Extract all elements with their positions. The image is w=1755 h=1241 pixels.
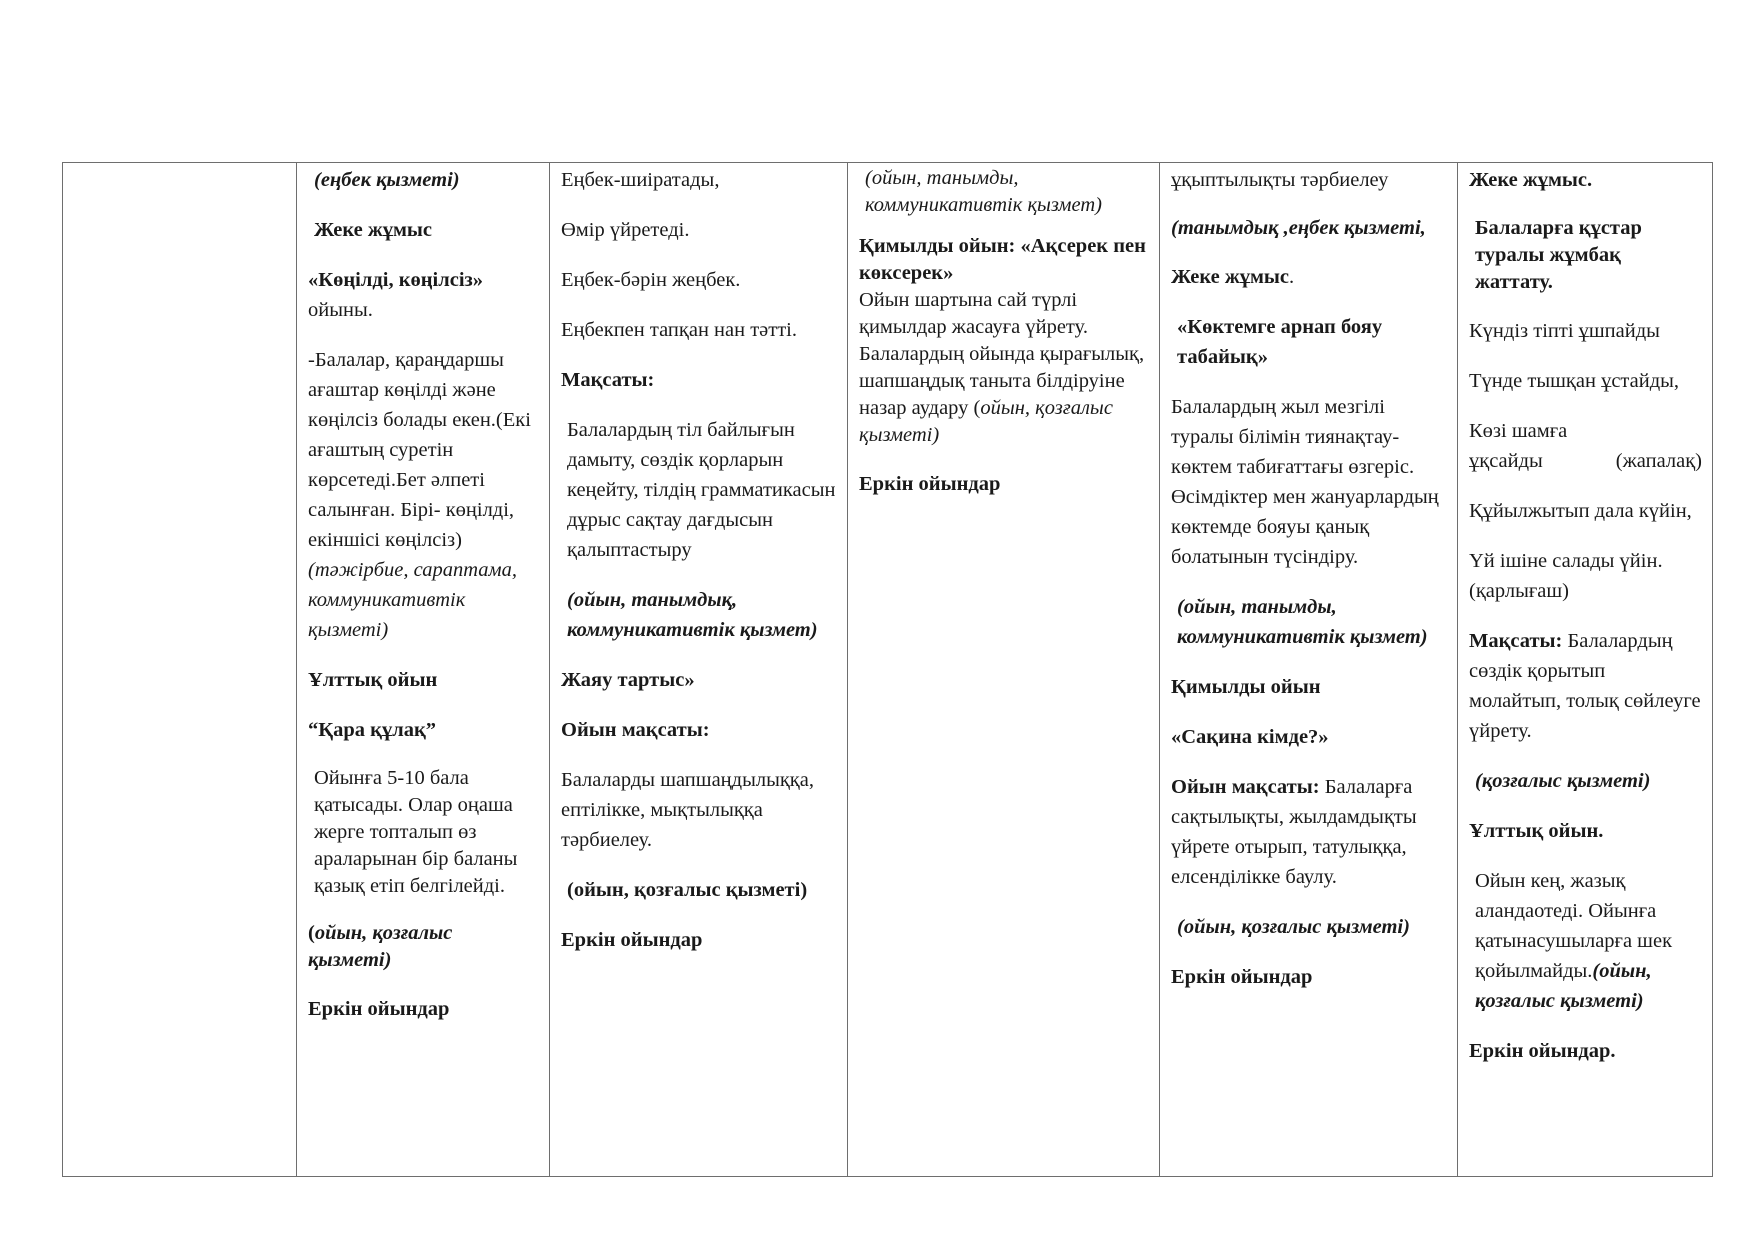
free-games-heading: Еркін ойындар	[308, 998, 450, 1020]
riddle-line: Күндіз тіпті ұшпайды	[1469, 320, 1660, 342]
activity-type-note: ойын, қозғалыс қызметі)	[859, 397, 1113, 446]
heading-dot: .	[1289, 266, 1295, 288]
description-text: -Балалар, қараңдаршы ағаштар көңілді және көңілсіз болады екен.(Екі ағаштың суретін көрсетеді.Бет әлпеті салынған. Бірі- көңілді, екіншісі көңілсіз)	[308, 349, 531, 551]
section-heading: Жеке жұмыс	[1171, 266, 1290, 288]
description-text: Ойын шартына сай түрлі қимылдар жасауға үйрету. Балалардың ойында қырағылық, шапшаңдық таныта білдіруіне назар аудару (	[859, 289, 1145, 419]
goal-heading: Мақсаты:	[561, 369, 655, 391]
goal-text: Балалардың тіл байлығын дамыту, сөздік қорларын кеңейту, тілдің грамматикасын дұрыс сақтау дағдысын қалыптастыру	[567, 419, 836, 561]
riddle-line: Үй ішіне салады үйін. (қарлығаш)	[1469, 550, 1663, 602]
goal-text: Балаларды шапшаңдылыққа, ептілікке, мықтылыққа тәрбиелеу.	[561, 769, 814, 851]
section-heading: Жеке жұмыс.	[1469, 169, 1593, 191]
goal-paragraph	[1469, 626, 1702, 746]
cell-column-3	[848, 163, 1160, 1177]
game-title-suffix: ойыны.	[308, 299, 373, 321]
cell-column-5	[1458, 163, 1713, 1177]
free-games-heading: Еркін ойындар	[859, 473, 1001, 495]
riddle-line: Түнде тышқан ұстайды,	[1469, 370, 1680, 392]
free-games-heading: Еркін ойындар.	[1469, 1040, 1616, 1062]
game-title-paragraph	[308, 265, 539, 325]
free-games-heading: Еркін ойындар	[1171, 966, 1313, 988]
riddle-line-part: ұқсайды (жапалақ)	[1469, 450, 1702, 472]
section-heading: Ұлттық ойын.	[1469, 820, 1604, 842]
cell-column-2	[550, 163, 848, 1177]
proverb-line: Өмір үйретеді.	[561, 219, 690, 241]
description-paragraph: Ойынға 5-10 бала қатысады. Олар оңаша жерге топталып өз араларынан бір баланы қазық етіп белгілейді.	[314, 767, 518, 897]
activity-type-note: (ойын, қозғалыс қызметі)	[567, 879, 808, 901]
game-title: «Сақина кімде?»	[1171, 726, 1329, 748]
riddle-line: Құйылжытып дала күйін,	[1469, 500, 1692, 522]
empty-cell	[63, 163, 297, 1177]
game-title: Жаяу тартыс»	[561, 669, 695, 691]
activity-type-note: (ойын, танымды, коммуникативтік қызмет)	[865, 167, 1102, 216]
activity-table	[62, 162, 1713, 1177]
description-paragraph: Балалардың жыл мезгілі туралы білімін тиянақтау- көктем табиғаттағы өзгеріс. Өсімдіктер мен жануарлардың көктемде бояуы қанық болатынын түсіндіру.	[1171, 396, 1439, 568]
goal-paragraph	[1171, 772, 1447, 892]
game-title: «Көңілді, көңілсіз»	[308, 269, 484, 291]
game-title: Қимылды ойын: «Ақсерек пен көксерек»	[859, 235, 1146, 284]
section-heading: Ұлттық ойын	[308, 669, 438, 691]
goal-heading: Ойын мақсаты:	[561, 719, 710, 741]
activity-type-note: (тәжірбие, сараптама, коммуникативтік қызметі)	[308, 559, 517, 641]
activity-type-note: (танымдық ,еңбек қызметі,	[1171, 217, 1426, 239]
section-heading-paragraph	[1171, 262, 1447, 292]
paren-open: (	[308, 922, 315, 944]
table-row	[63, 163, 1713, 1177]
goal-heading: Ойын мақсаты:	[1171, 776, 1320, 798]
description-paragraph	[859, 287, 1149, 449]
proverb-line: Еңбекпен тапқан нан тәтті.	[561, 319, 798, 341]
cell-column-1	[297, 163, 550, 1177]
cell-column-4	[1160, 163, 1458, 1177]
riddle-line	[1469, 416, 1702, 476]
task-heading: Балаларға құстар туралы жұмбақ жаттату.	[1475, 217, 1642, 293]
game-title: «Көктемге арнап бояу табайық»	[1177, 316, 1383, 368]
section-heading: Жеке жұмыс	[314, 219, 433, 241]
activity-type-note: (ойын, танымдық, коммуникативтік қызмет)	[567, 589, 818, 641]
riddle-line-part: Көзі шамға	[1469, 420, 1568, 442]
description-text: Ойын кең, жазық аландаотеді. Ойынға қатынасушыларға шек қойылмайды.	[1475, 870, 1673, 982]
activity-type-note: (ойын, қозғалыс қызметі)	[1475, 960, 1652, 1012]
activity-type-note: (ойын, танымды, коммуникативтік қызмет)	[1177, 596, 1428, 648]
goal-text: Балалардың сөздік қорытып молайтып, толық сөйлеуге үйрету.	[1469, 630, 1701, 742]
description-paragraph	[1469, 866, 1702, 1016]
description-paragraph	[308, 345, 539, 645]
activity-type-note: (қозғалыс қызметі)	[1475, 770, 1651, 792]
proverb-line: Еңбек-бәрін жеңбек.	[561, 269, 741, 291]
goal-heading: Мақсаты:	[1469, 630, 1563, 652]
activity-type-note: (ойын, қозғалыс қызметі)	[1177, 916, 1410, 938]
proverb-line: Еңбек-шиіратады,	[561, 169, 720, 191]
free-games-heading: Еркін ойындар	[561, 929, 703, 951]
section-heading: Қимылды ойын	[1171, 676, 1321, 698]
activity-type-note	[308, 920, 539, 974]
goal-text: Балаларға сақтылықты, жылдамдықты үйрете отырып, татулыққа, елсенділікке баулу.	[1171, 776, 1417, 888]
game-title: “Қара құлақ”	[308, 719, 437, 741]
activity-type-text: ойын, қозғалыс қызметі)	[308, 922, 453, 971]
activity-type-note: (еңбек қызметі)	[314, 169, 460, 191]
goal-text: ұқыптылықты тәрбиелеу	[1171, 169, 1389, 191]
